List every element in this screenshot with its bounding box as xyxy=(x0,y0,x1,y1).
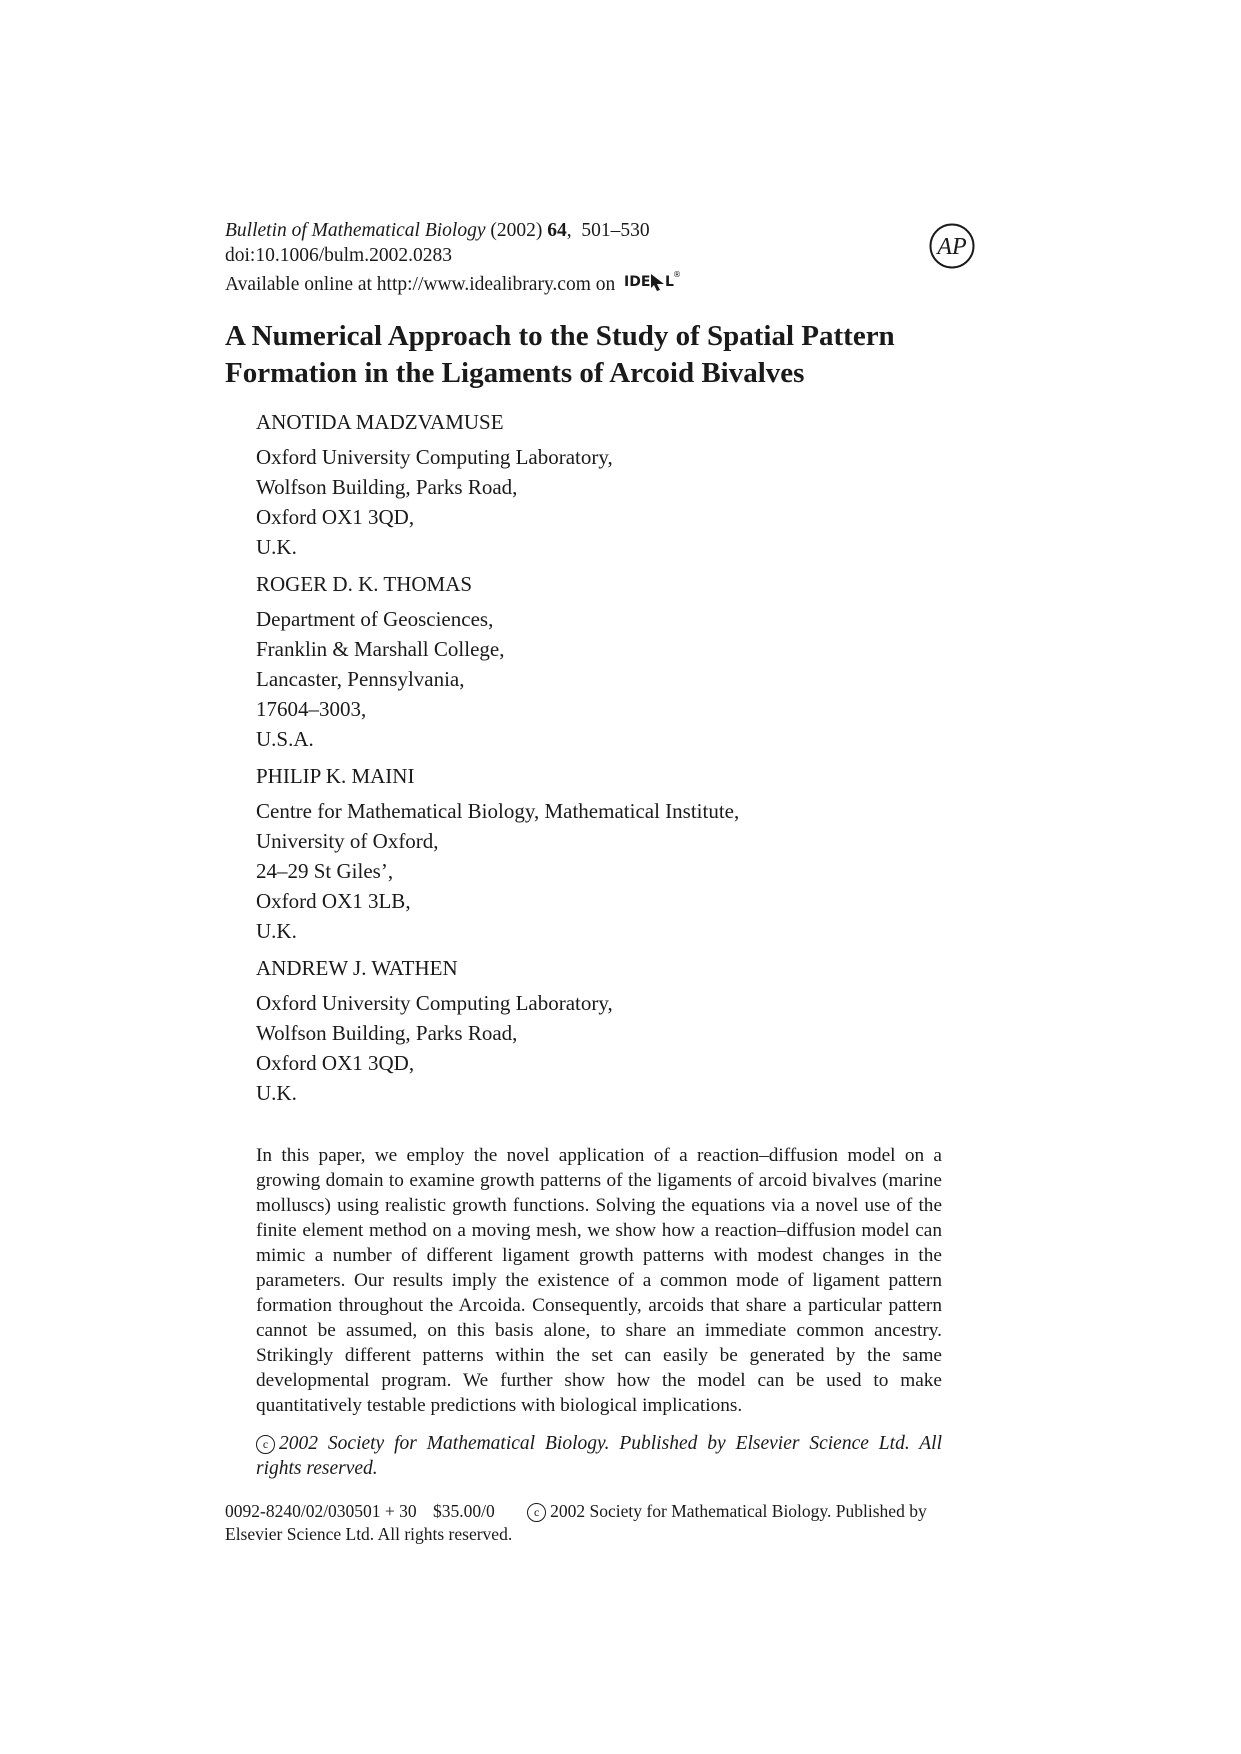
affiliation-line: Department of Geosciences, xyxy=(256,607,494,631)
author-name: PHILIP K. MAINI xyxy=(256,764,415,788)
author-name: ANOTIDA MADZVAMUSE xyxy=(256,410,504,434)
paper-title xyxy=(225,318,985,392)
copyright-text: 2002 Society for Mathematical Biology. Published by Elsevier Science Ltd. All rights reserved. xyxy=(256,1433,942,1479)
journal-name: Bulletin of Mathematical Biology xyxy=(225,220,486,241)
affiliation-line: Wolfson Building, Parks Road, xyxy=(256,1021,518,1045)
availability-line xyxy=(225,268,985,297)
journal-volume: 64 xyxy=(547,220,567,241)
affiliation-line: Lancaster, Pennsylvania, xyxy=(256,667,465,691)
footer-copyright-text: 2002 Society for Mathematical Biology. Published by Elsevier Science Ltd. All rights reserved. xyxy=(225,1501,927,1544)
abstract: In this paper, we employ the novel application of a reaction–diffusion model on a growing domain to examine growth patterns of the ligaments of arcoid bivalves (marine molluscs) using realistic growth functions. Solving the equations via a novel use of the finite element method on a moving mesh, we show how a reaction–diffusion model can mimic a number of different ligament growth patterns with modest changes in the parameters. Our results imply the existence of a common mode of ligament pattern formation throughout the Arcoida. Consequently, arcoids that share a particular pattern cannot be assumed, on this basis alone, to share an immediate common ancestry. Strikingly different patterns within the set can easily be generated by the same developmental program. We further show how the model can be used to make quantitatively testable predictions with biological implications. xyxy=(256,1145,942,1416)
affiliation-line: Oxford University Computing Laboratory, xyxy=(256,445,613,469)
affiliation-line: U.K. xyxy=(256,535,297,559)
author-name: ROGER D. K. THOMAS xyxy=(256,572,473,596)
affiliation-line: U.S.A. xyxy=(256,727,314,751)
affiliation-line: Oxford University Computing Laboratory, xyxy=(256,991,613,1015)
svg-text:®: ® xyxy=(673,270,682,279)
copyright-notice xyxy=(256,1431,942,1481)
author-block xyxy=(256,763,956,946)
copyright-icon: c xyxy=(256,1435,275,1454)
affiliation-line: Oxford OX1 3QD, xyxy=(256,505,415,529)
affiliation-line: Oxford OX1 3QD, xyxy=(256,1051,415,1075)
journal-pages: 501–530 xyxy=(581,220,650,241)
affiliation-line: Oxford OX1 3LB, xyxy=(256,889,411,913)
citation-line: Bulletin of Mathematical Biology (2002) 64, 501–530 xyxy=(225,220,650,241)
footer-copyright-icon: c xyxy=(527,1503,546,1522)
author-block xyxy=(256,409,956,562)
author-list xyxy=(256,409,956,1117)
svg-text:IDE: IDE xyxy=(624,274,651,290)
affiliation-line: 24–29 St Giles’, xyxy=(256,859,394,883)
journal-year: (2002) xyxy=(490,220,543,241)
affiliation-line: Centre for Mathematical Biology, Mathematical Institute, xyxy=(256,799,740,823)
affiliation-line: Franklin & Marshall College, xyxy=(256,637,505,661)
academic-press-logo-icon xyxy=(928,222,976,270)
svg-text:L: L xyxy=(665,274,675,290)
availability-text: Available online at http://www.idealibrary.com on xyxy=(225,274,616,295)
paper-title-line-1: A Numerical Approach to the Study of Spatial Pattern xyxy=(225,320,895,352)
journal-header xyxy=(225,218,985,297)
affiliation-line: University of Oxford, xyxy=(256,829,439,853)
doi: doi:10.1006/bulm.2002.0283 xyxy=(225,245,452,266)
footer-price: $35.00/0 xyxy=(433,1501,495,1521)
svg-text:AP: AP xyxy=(937,234,967,260)
ideal-logo-icon xyxy=(624,268,680,292)
footer xyxy=(225,1500,985,1546)
affiliation-line: U.K. xyxy=(256,1081,297,1105)
affiliation-line: Wolfson Building, Parks Road, xyxy=(256,475,518,499)
affiliation-line: 17604–3003, xyxy=(256,697,367,721)
author-block xyxy=(256,571,956,754)
author-name: ANDREW J. WATHEN xyxy=(256,956,458,980)
affiliation-line: U.K. xyxy=(256,919,297,943)
footer-code: 0092-8240/02/030501 + 30 xyxy=(225,1501,417,1521)
paper-title-line-2: Formation in the Ligaments of Arcoid Bivalves xyxy=(225,357,805,389)
author-block xyxy=(256,955,956,1108)
